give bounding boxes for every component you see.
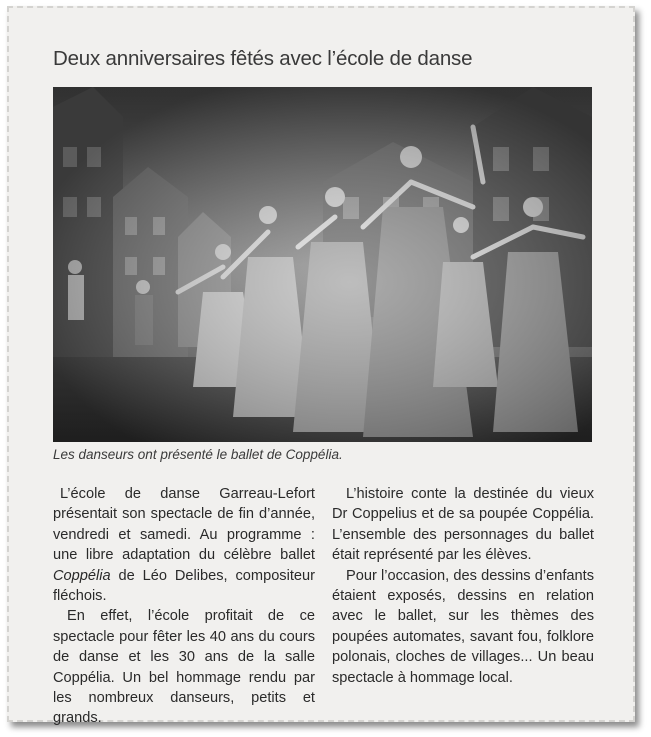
- paragraph: Pour l’occasion, des dessins d’enfants étaient exposés, dessins en relation avec le ballet, sur les thèmes des poupées automates, savant fou, folklore polonais, cloches de villages... Un beau spectacle à hommage local.: [332, 567, 594, 686]
- paragraph: L’école de danse Garreau-Lefort présentait son spectacle de fin d’année, vendredi et samedi. Au programme : une libre adaptation du célèbre ballet Coppélia de Léo Delibes, compositeur fléchois.: [53, 486, 315, 605]
- article-photo-ballet-dancers: [53, 87, 592, 442]
- article-column-left: [53, 484, 315, 729]
- photo-caption: Les danseurs ont présenté le ballet de Coppélia.: [53, 447, 343, 462]
- article-column-right: [332, 484, 594, 688]
- paragraph: L’histoire conte la destinée du vieux Dr Coppelius et de sa poupée Coppélia. L’ensemble des personnages du ballet était représenté par les élèves.: [332, 486, 594, 564]
- ballet-title: Coppélia: [53, 567, 111, 584]
- paragraph: En effet, l’école profitait de ce spectacle pour fêter les 40 ans du cours de danse et les 30 ans de la salle Coppélia. Un bel hommage rendu par les nombreux danseurs, petits et grands.: [53, 608, 315, 727]
- article-headline: Deux anniversaires fêtés avec l’école de danse: [53, 47, 473, 70]
